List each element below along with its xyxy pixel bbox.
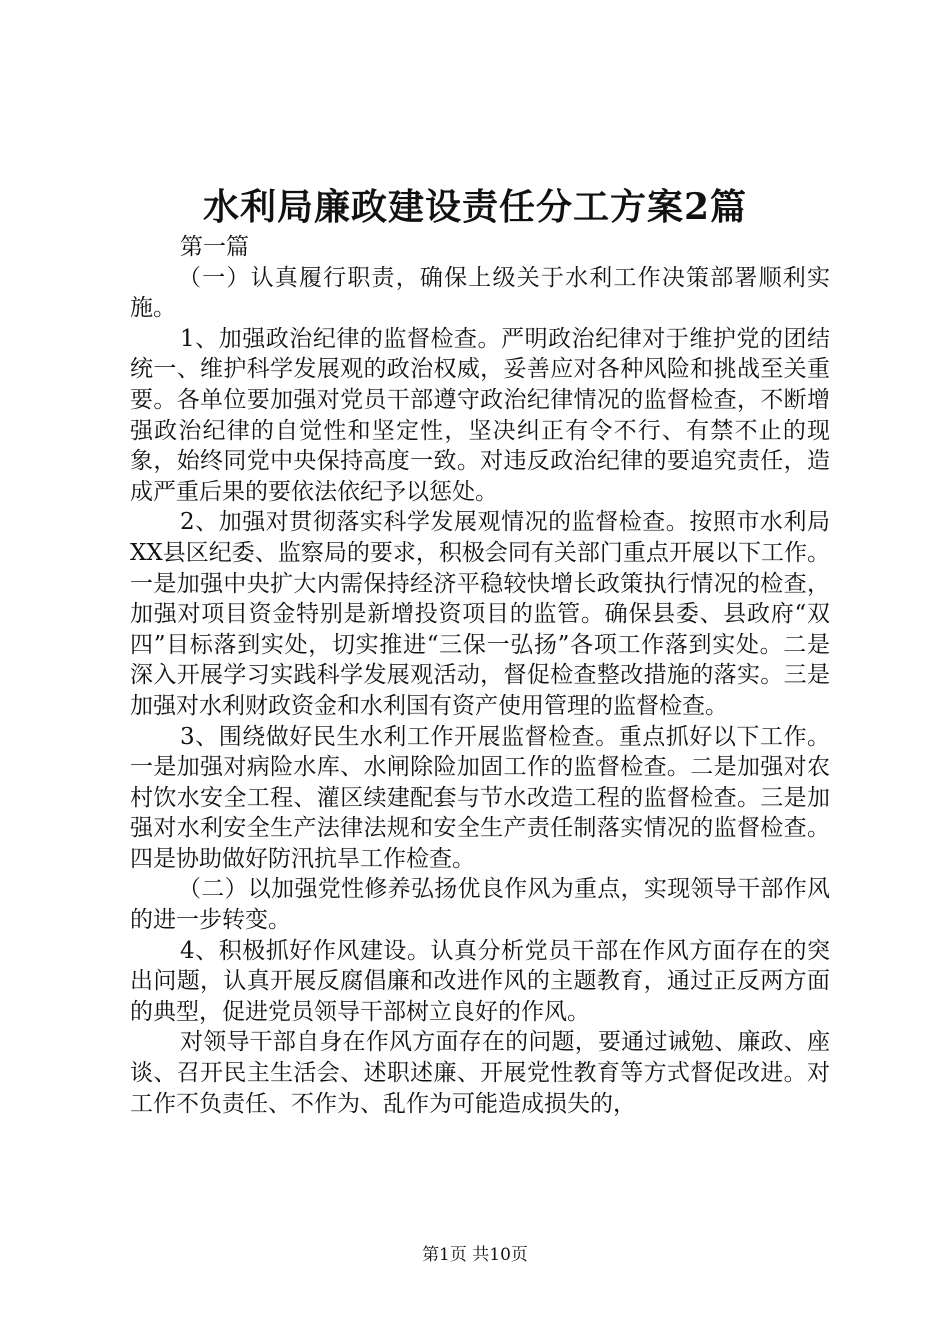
paragraph: 3、围绕做好民生水利工作开展监督检查。重点抓好以下工作。一是加强对病险水库、水闸除险加固工作的监督检查。二是加强对农村饮水安全工程、灌区续建配套与节水改造工程的监督检查。三是加强对水利安全生产法律法规和安全生产责任制落实情况的监督检查。四是协助做好防汛抗旱工作检查。 <box>130 723 830 872</box>
paragraph: 2、加强对贯彻落实科学发展观情况的监督检查。按照市水利局XX县区纪委、监察局的要求，积极会同有关部门重点开展以下工作。一是加强中央扩大内需保持经济平稳较快增长政策执行情况的检查，加强对项目资金特别是新增投资项目的监管。确保县委、县政府“双四”目标落到实处，切实推进“三保一弘扬”各项工作落到实处。二是深入开展学习实践科学发展观活动，督促检查整改措施的落实。三是加强对水利财政资金和水利国有资产使用管理的监督检查。 <box>130 509 830 719</box>
document-title: 水利局廉政建设责任分工方案2篇 <box>202 186 748 228</box>
paragraph: 对领导干部自身在作风方面存在的问题，要通过诫勉、廉政、座谈、召开民主生活会、述职述廉、开展党性教育等方式督促改进。对工作不负责任、不作为、乱作为可能造成损失的， <box>130 1029 830 1117</box>
document-body <box>130 232 830 1119</box>
paragraph: 1、加强政治纪律的监督检查。严明政治纪律对于维护党的团结统一、维护科学发展观的政治权威，妥善应对各种风险和挑战至关重要。各单位要加强对党员干部遵守政治纪律情况的监督检查，不断增强政治纪律的自觉性和坚定性，坚决纠正有令不行、有禁不止的现象，始终同党中央保持高度一致。对违反政治纪律的要追究责任，造成严重后果的要依法依纪予以惩处。 <box>130 325 830 505</box>
paragraph: 4、积极抓好作风建设。认真分析党员干部在作风方面存在的突出问题，认真开展反腐倡廉和改进作风的主题教育，通过正反两方面的典型，促进党员领导干部树立良好的作风。 <box>130 937 830 1025</box>
section-heading: 第一篇 <box>180 234 249 260</box>
paragraph: （二）以加强党性修养弘扬优良作风为重点，实现领导干部作风的进一步转变。 <box>130 876 830 934</box>
paragraph: （一）认真履行职责，确保上级关于水利工作决策部署顺利实施。 <box>130 264 830 322</box>
page-number-footer: 第1页 共10页 <box>422 1245 528 1265</box>
